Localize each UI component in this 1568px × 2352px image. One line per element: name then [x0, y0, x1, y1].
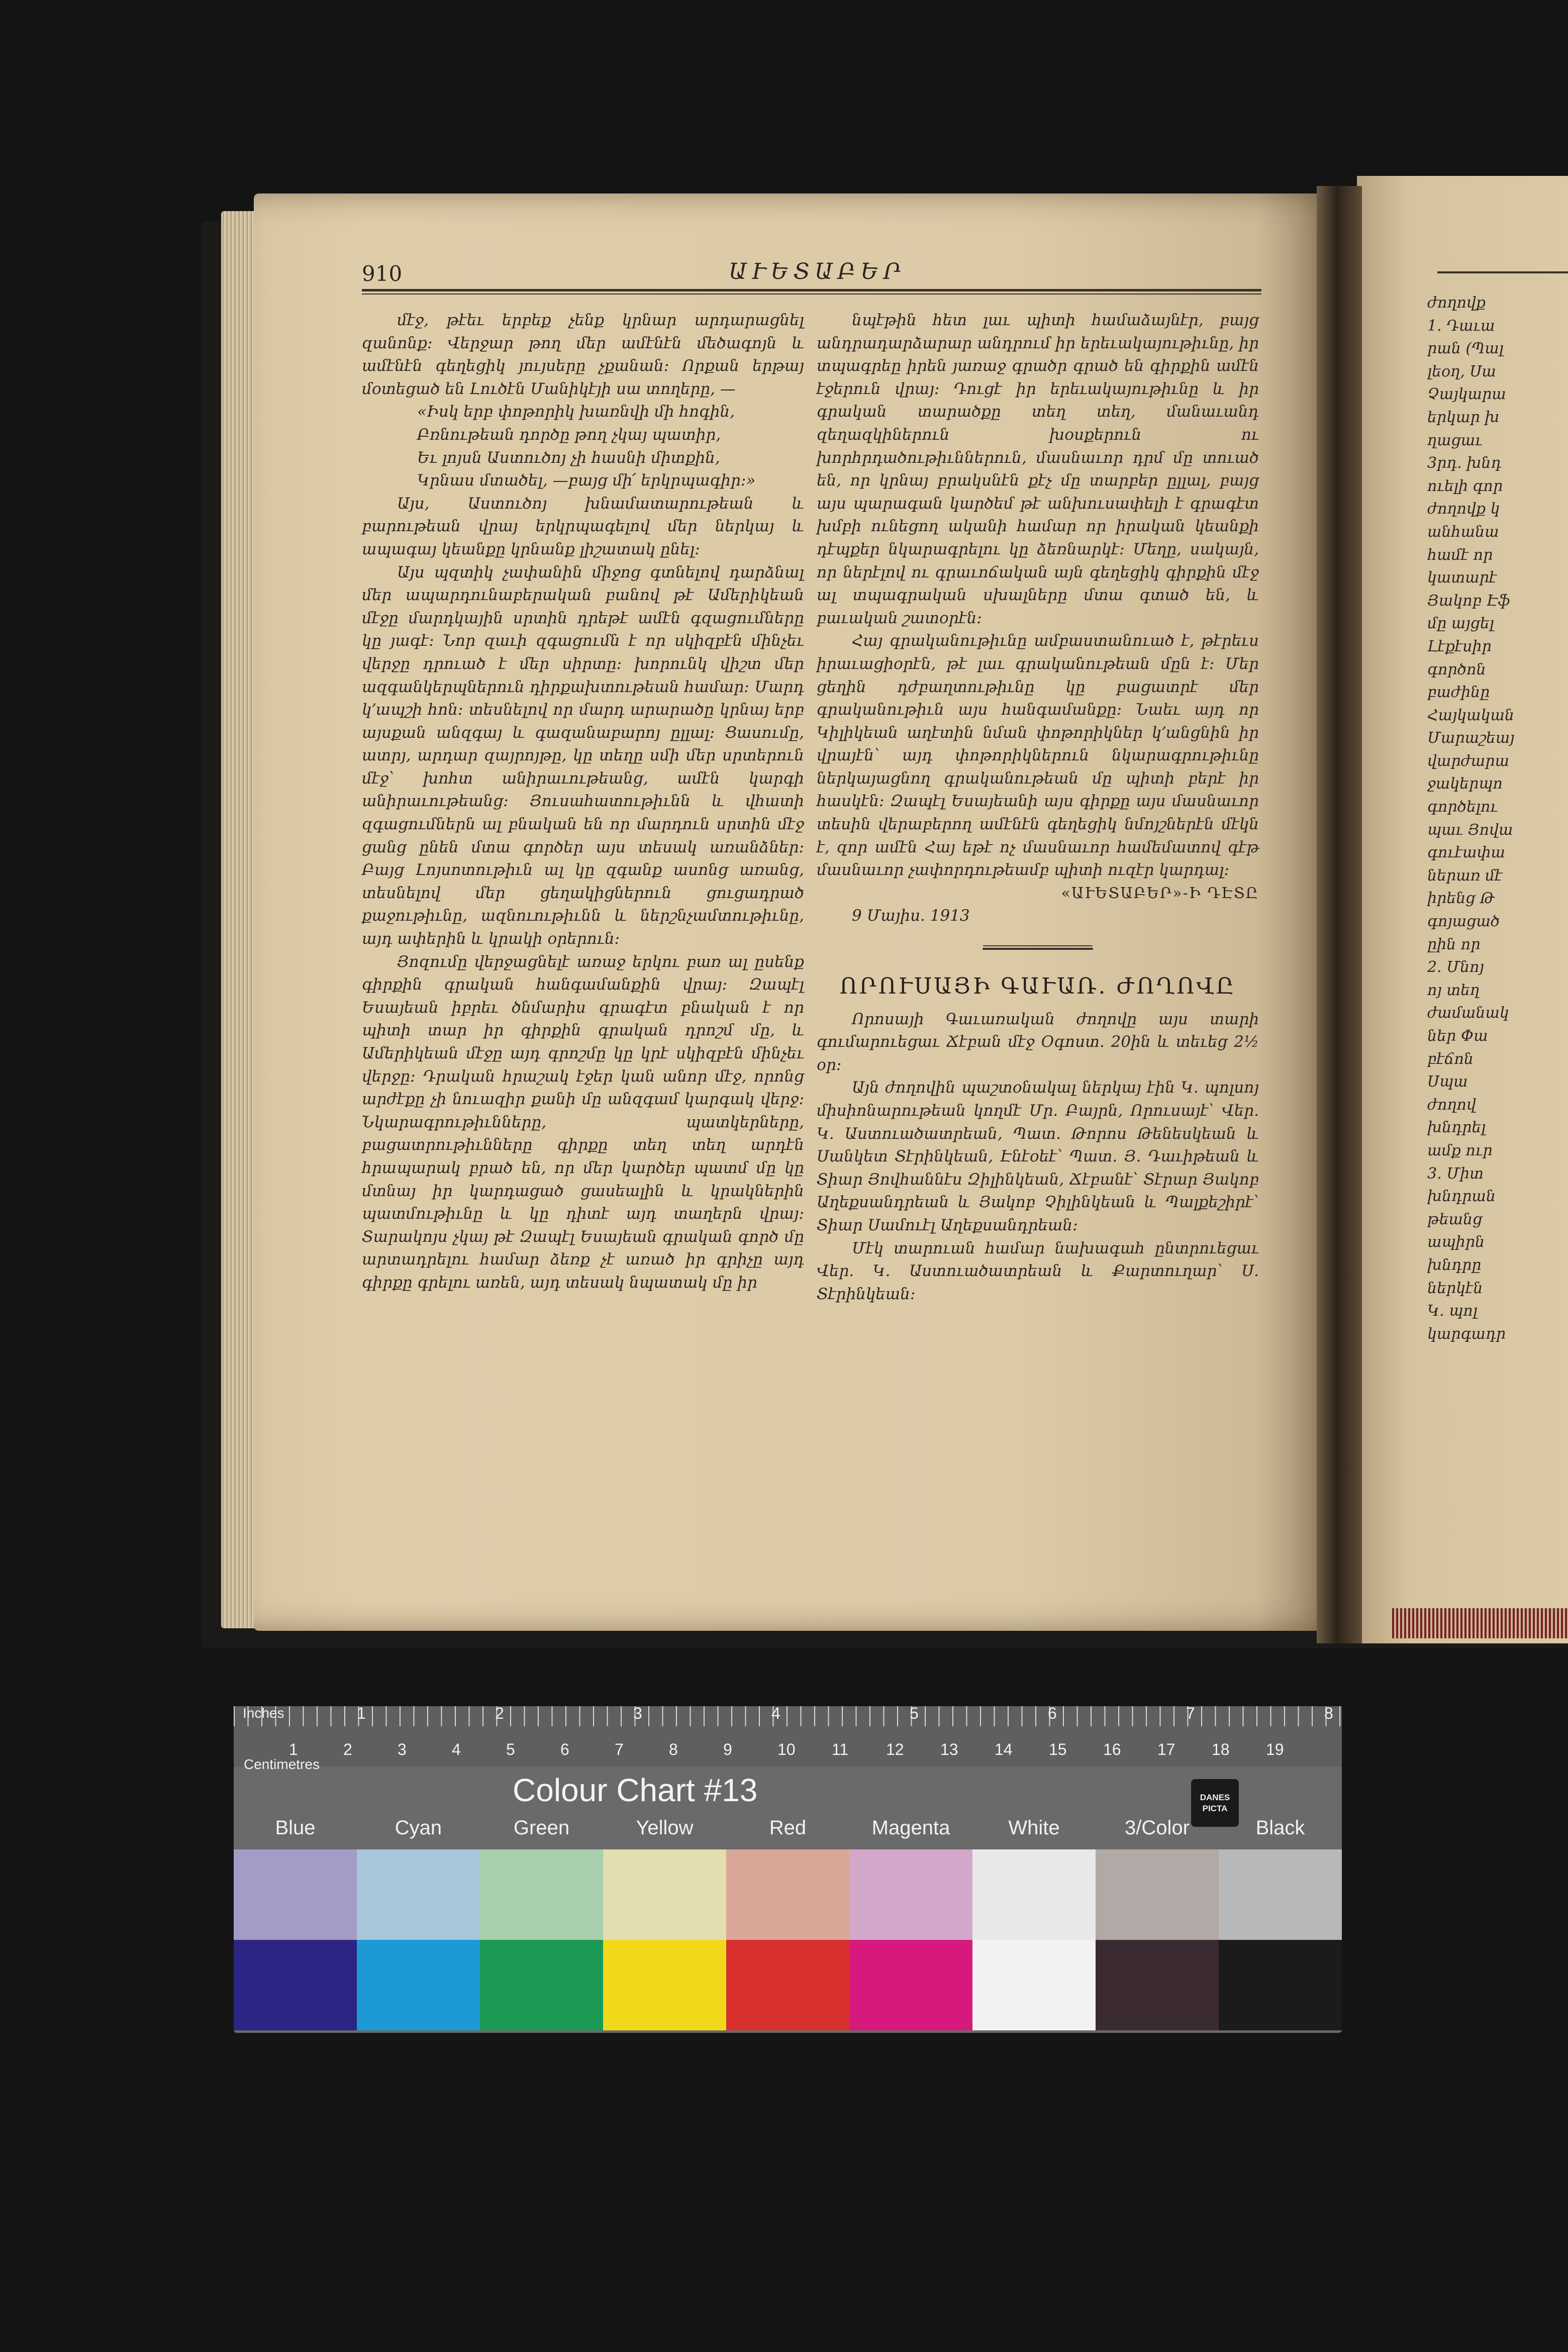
right-page-line: լեօղ, Սա [1427, 362, 1496, 380]
right-page-line: ժողով [1427, 1096, 1477, 1114]
right-page-line: թեանց [1427, 1210, 1483, 1228]
cm-mark: 4 [452, 1740, 461, 1758]
inch-mark: 6 [1048, 1704, 1057, 1722]
right-page-line: 3. Միտ [1427, 1164, 1484, 1183]
right-page-line: գործոն [1427, 660, 1486, 678]
centimetres-label: Centimetres [244, 1756, 320, 1772]
colour-swatch [1096, 1940, 1219, 2030]
section-title: ՈՐՈՒՍԱՅԻ ԳԱՒԱՌ. ԺՈՂՈՎԸ [839, 973, 1236, 1000]
paragraph: նպէթին հետ լաւ պիտի համաձայնէր, բայց անդրադարձարար անդրում իր երեւակայութիւնը, իր տպագրեը իրեն յառաջ գրածր գրած են գիրքին ամէն էջերուն վրայ։ Դուցէ իր երեւակայութիւնը և իր գրական տարածքը տեղ տեղ, մանաւանդ զեղազկիներուն խօսքերուն ու խորհրդածութիւններուն, մասնաւոր դրմ մը տուած են, որ կրնայ բրակսնէն քէչ մը տարբեր ըլլալ, բայց այս պարագան կարծեմ թէ անխուսափելի է գրագէտ խմբի ունեցող ականի համար որ իրական կեանքի դէպքեր նկարագրելու կը ձեռնարկէ։ Մեղը, սակայն, որ ներէլով ու գրաւոճական այն գեղեցիկ գիրքին մէջ ալ տպագրական սխալները մտա գտած են, և բաւական շատօրէն։ [817, 311, 1259, 627]
right-page-line: ժողովք [1427, 294, 1486, 312]
cm-mark: 12 [886, 1740, 904, 1758]
right-page-line: 1. Դաւա [1427, 317, 1495, 335]
right-page-header-rule [1437, 271, 1568, 273]
swatch-label: Magenta [871, 1817, 950, 1839]
section-paragraph: Այն ժողովին պաշտօնակալ ներկայ էին Կ. պոլսոյ միսիոնարութեան կողմէ Մր. Բայրն, Որուսայէ՝ Վեր. Կ. Աստուածատրեան, Պատ. Թորոս Թենեսկեան և Սանկետ Տէրինկեան, Էնէօեէ՝ Պատ. Յ. Դաւիթեան և Տիար Յովհաննէս Զիլինկեան, Ճէբանէ՝ Տէրար Յակոբ Աղեքսանդրեան և Յակոբ Չիլինկեան և Պալքեշիրէ՝ Տիար Սամուէլ Աղեքսանդրեան։ [817, 1079, 1259, 1234]
right-page-line: Կ. պոլ [1427, 1302, 1478, 1320]
cm-mark: 3 [398, 1740, 407, 1758]
colour-swatch [726, 1940, 849, 2030]
colour-swatch [849, 1940, 972, 2030]
section-paragraph: Մէկ տարուան համար նախագահ ընտրուեցաւ Վեր. Կ. Աստուածատրեան և Քարտուղար՝ Ս. Տէրինկեան։ [817, 1239, 1259, 1303]
book-gutter [1317, 186, 1362, 1643]
cm-mark: 14 [995, 1740, 1013, 1758]
cm-mark: 17 [1157, 1740, 1175, 1758]
right-page-line: երկար խ [1427, 408, 1500, 426]
swatch-label: Black [1255, 1817, 1305, 1839]
right-page-line: Լէքէսիր [1427, 637, 1492, 655]
right-page-line: վարժարա [1427, 752, 1510, 770]
right-page-line: 2. Մնոյ [1427, 958, 1484, 976]
paragraph: Այս պզտիկ չափանին միջոց գտնելով դարձնալ մեր ապարդունաբերական բանով թէ Ամերիկեան մէջը մարդկային սրտին դրեթէ ամէն գզացումները կը յագէ։ Նոր զաւի զգացումն է որ սկիզբէն մինչեւ վերջը դրուած է մեր սիրտը։ խորունկ վիշտ մեր ազգանկերպներուն դիրքախտութեան համար։ Մարդ կ՚ապշի հոն։ տեսնելով որ մարդ արարածը կրնայ երբ այսքան անզգայ և գազանաբարոյ ըլլալ։ Ցասումը, ատրյ, արդար զայրոյթը, կը տեղը սմի մեր սրտերուն մէջ՝ խոհտ անիրաւութեանց, ամէն կարգի անիրաւութեանց։ Յուսահատութիւնն և վհատի զգացումներն ալ բնական են որ մարդուն սրտին մէջ ցանց ընեն մտա գործեր այս տեսակ առանձներ։ Բայց Լոյսոտութիւն ալ կը զգանք ասոնց առանց, տեսնելով մեր ցեղակիցներուն ցուցադրած քաջութիւնը, ազնուութիւնն և ներշնչամտութիւնը, այդ ափերին և կրակի օրերուն։ [362, 563, 804, 948]
right-page-edge-band [1392, 1608, 1568, 1638]
swatch-label: White [1008, 1817, 1060, 1839]
right-page-line: Չայկարա [1427, 385, 1506, 404]
right-page-line: ժողովք կ [1427, 500, 1500, 518]
colour-swatch [234, 1940, 357, 2030]
right-page-line: Հայկական [1427, 706, 1514, 724]
right-page-line: անհանա [1427, 523, 1499, 541]
verse-line: Կրնաս մտածել, —բայց մի՛ երկրպագիր։» [417, 471, 756, 490]
section-ornament [983, 948, 1093, 950]
right-page-line: գործելու [1427, 798, 1498, 816]
right-page-line: բաժինը [1427, 683, 1490, 702]
colour-swatch [1096, 1849, 1219, 1940]
right-page-line: համէ որ [1427, 546, 1493, 564]
page-edges [221, 211, 256, 1628]
right-page-line: պաւ Յովա [1427, 821, 1513, 839]
colour-swatch [1219, 1849, 1342, 1940]
inch-mark: 7 [1186, 1704, 1195, 1722]
right-page-line: ըին որ [1427, 935, 1481, 953]
colour-swatch [972, 1849, 1096, 1940]
cm-mark: 9 [723, 1740, 732, 1758]
right-page-line: ջակերպո [1427, 775, 1503, 793]
right-page-line: ամք ուր [1427, 1141, 1493, 1159]
logo-word-2: PICTA [1202, 1803, 1228, 1813]
cm-mark: 10 [777, 1740, 796, 1758]
right-page-line: ուելի գոր [1427, 477, 1503, 495]
inch-mark: 8 [1324, 1704, 1333, 1722]
right-page-line: 3րդ. խնդ [1427, 454, 1502, 472]
inch-mark: 5 [910, 1704, 919, 1722]
verse-line: Բռնութեան դործը թող չկայ պատիր, [417, 425, 721, 444]
right-page-line: Մարաշեայ [1427, 729, 1515, 747]
section-paragraph: Որոսայի Գաւառական ժողովը այս տարի գումարուեցաւ Ճէբան մէջ Օգոստ. 20ին և տեւեց 2½ օր։ [817, 1010, 1259, 1074]
right-page-line: բէճոն [1427, 1050, 1474, 1068]
right-page-line: գոյացած [1427, 913, 1500, 931]
right-page-line: խնդրել [1427, 1119, 1486, 1137]
editor-signature: «ԱՒԵՏԱԲԵՐ»-Ի ԴԷՏԸ [1061, 884, 1259, 902]
right-page-line: ապիրն [1427, 1233, 1485, 1251]
right-page-line: կարգադր [1427, 1325, 1506, 1343]
article-date: 9 Մայիս. 1913 [852, 907, 970, 925]
colour-chart-title: Colour Chart #13 [513, 1772, 758, 1808]
inch-mark: 2 [495, 1704, 504, 1722]
cm-mark: 5 [506, 1740, 515, 1758]
cm-mark: 15 [1049, 1740, 1067, 1758]
inch-mark: 1 [357, 1704, 366, 1722]
right-page-line: մը այցել [1427, 615, 1494, 633]
cm-mark: 8 [669, 1740, 678, 1758]
right-page-line: կատարէ [1427, 569, 1497, 587]
inches-label: Inches [243, 1705, 284, 1721]
paragraph: Հայ գրականութիւնը ամբաստանուած է, թէրեւս իրաւացիօրէն, թէ լաւ գրականութեան մըն է։ Մեր ցեղին դժբաղտութիւնը կը բացատրէ մեր գրականութիւն այս հանգամանքը։ Նաեւ այդ որ Կիլիկեան աղէտին նման փոթորիկներ կ՚անցնին իր վրայէն՝ այդ փոթորիկներուն նկարագրութիւնը ներկայացնող գրականութեան մը պիտի բերէ իր հասկէն։ Զապէլ Եսայեանի այս գիրքը այս մասնաւոր տեսին վերաբերող ամէնէն գեղեցիկ նմոյշներէն մէկն է, զոր ամէն Հայ եթէ ոչ մասնաւոր համեմատով գէթ մասնաւոր չափորդութեամբ պիտի ուզէր կարդալ։ [817, 632, 1259, 879]
right-page-line: ոյ տեղ [1427, 981, 1480, 999]
colour-swatch [234, 1849, 357, 1940]
right-page-line: Յակոբ Էֆ [1427, 592, 1510, 610]
swatch-row-saturated [234, 1940, 1342, 2030]
colour-swatch [1219, 1940, 1342, 2030]
right-page-fragment-text [1427, 291, 1568, 1345]
right-page-line: Սպա [1427, 1073, 1468, 1091]
colour-swatch [480, 1849, 603, 1940]
colour-chart [234, 1706, 1342, 2033]
colour-swatch [972, 1940, 1096, 2030]
swatch-label: Yellow [636, 1817, 694, 1839]
swatch-label: Blue [275, 1817, 316, 1839]
cm-mark: 11 [832, 1740, 849, 1758]
colour-swatch [603, 1940, 726, 2030]
right-page-line: ներկէն [1427, 1279, 1483, 1297]
colour-swatch [480, 1940, 603, 2030]
right-page-line: րան (Պալ [1427, 340, 1504, 358]
paragraph: Յոզումը վերջացնելէ առաջ երկու բառ ալ ըսենք գիրքին գրական հանգամանքին վրայ։ Զապէլ Եսայեան իբրեւ ծնմարիս գրագէտ բնական է որ պիտի տար իր գիրքին գրական դրոշմ մը, և Ամերիկեան մէջը այդ գրոշմը կը կրէ սկիզբէն մինչեւ վերջը։ Դրական հրաշակ էջեր կան անոր մէջ, որոնց արժէքը չի նուազիր քանի մը անզգամ կարգակ վերջ։ Նկարագրութիւնները, պատկերները, բացատրութիւնները գիրքը տեղ տեղ արդէն հրապարակ բրած են, որ մեր կարծեր պատմ մը կը մտնայ իր կարդացած ցասեալին և կրակներին պատմութիւնը և կը դիտէ այդ տաղերն վրայ։ Տարակոյս չկայ թէ Զապէլ Եսայեան գրական գործ մը արտադրելու համար ձեռք չէ առած իր գրիչը այդ գիրքը գրելու առեն, այդ տեսակ նպատակ մը իր [362, 952, 804, 1292]
cm-mark: 19 [1266, 1740, 1284, 1758]
cm-mark: 13 [940, 1740, 958, 1758]
paragraph: մէջ, թէեւ երբեք չենք կրնար արդարացնել զանոնք։ Վերջար թող մեր ամէնէն մեծագոյն և ամէնէն գեղեցիկ յույսերը չքանան։ Որքան երթայ մօտեցած են Լուծէն Մանիկէյի սա տողերը, — [362, 311, 804, 398]
swatch-labels [234, 1817, 1342, 1839]
page-number: 910 [362, 261, 403, 286]
colour-swatch [603, 1849, 726, 1940]
right-page-line: ժամանակ [1427, 1004, 1509, 1022]
cm-mark: 2 [343, 1740, 352, 1758]
cm-mark: 7 [615, 1740, 624, 1758]
cm-mark: 16 [1103, 1740, 1121, 1758]
verse-line: «Իսկ երբ փոթորիկ խառնվի մի հոգին, [417, 403, 735, 421]
right-page-line: գուէափա [1427, 844, 1505, 862]
colour-swatch [357, 1940, 480, 2030]
cm-mark: 18 [1212, 1740, 1230, 1758]
right-page-line: ներ Փա [1427, 1027, 1488, 1045]
running-head: ԱՒԵՏԱԲԵՐ [729, 259, 906, 284]
cm-mark: 1 [289, 1740, 298, 1758]
header-rule [362, 289, 1261, 291]
cm-mark: 6 [560, 1740, 569, 1758]
swatch-label: 3/Color [1125, 1817, 1190, 1839]
verse-line: Եւ լոյսն Աստուծոյ չի հասնի միտքին, [417, 448, 720, 467]
right-page-line: խնդրան [1427, 1188, 1496, 1206]
inch-mark: 3 [633, 1704, 642, 1722]
swatch-label: Green [513, 1817, 570, 1839]
right-page-line: ներառ մէ [1427, 866, 1503, 885]
colour-swatch [357, 1849, 480, 1940]
colour-swatch [849, 1849, 972, 1940]
inch-mark: 4 [771, 1704, 780, 1722]
left-text-column [362, 309, 804, 1295]
colour-swatch [726, 1849, 849, 1940]
swatch-row-light [234, 1849, 1342, 1940]
right-page-line: իրենց Թ [1427, 890, 1495, 908]
right-text-column [817, 309, 1259, 1306]
swatch-label: Red [769, 1817, 807, 1839]
header-rule-thin [362, 293, 1261, 295]
right-page-line: խնդրը [1427, 1256, 1482, 1274]
logo-word-1: DANES [1200, 1792, 1230, 1802]
swatch-label: Cyan [395, 1817, 442, 1839]
paragraph: Այս, Աստուծոյ խնամատարութեան և բարութեան վրայ երկրպագելով մեր ներկայ և ապագայ կեանքը կրնանք լիշատակ ընել։ [362, 494, 804, 558]
right-page-line: ղացաւ [1427, 431, 1483, 449]
